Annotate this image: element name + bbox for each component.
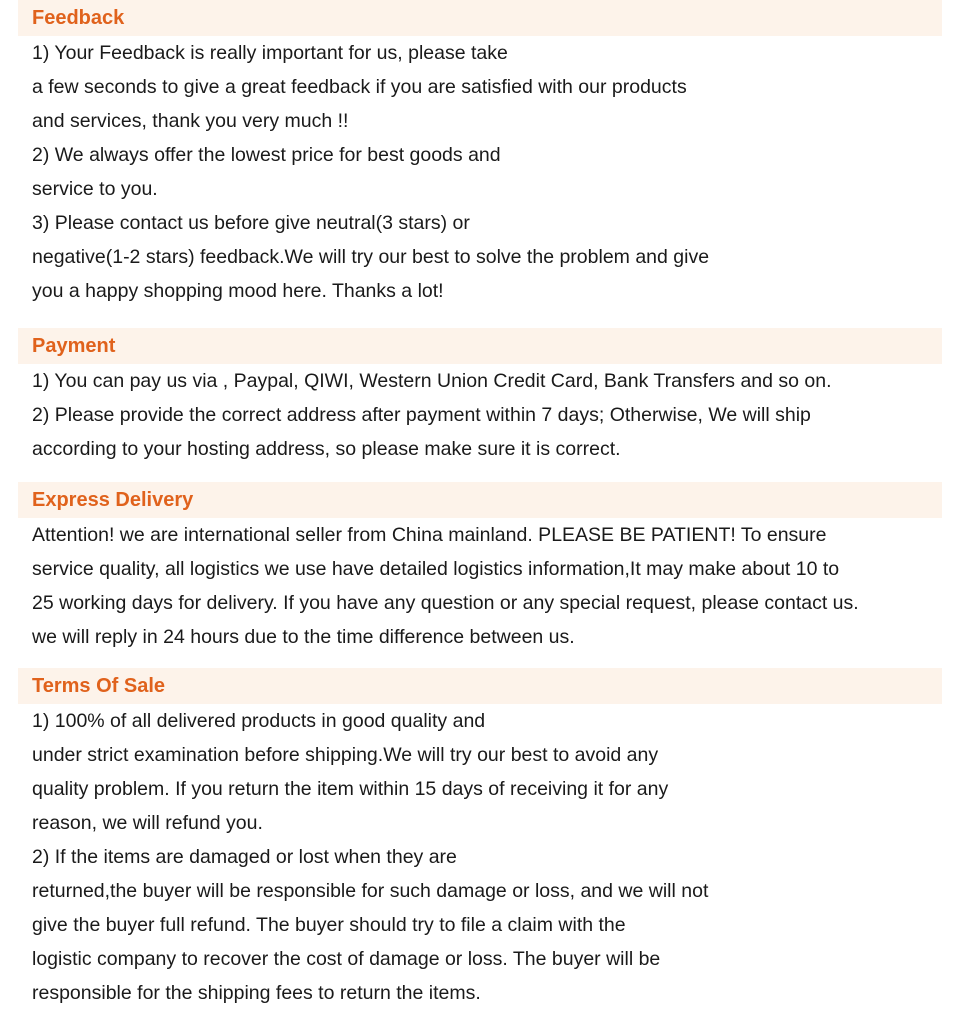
section-header	[18, 0, 942, 36]
text-line: quality problem. If you return the item within 15 days of receiving it for any	[32, 778, 669, 800]
text-line: 1) Your Feedback is really important for us, please take	[32, 42, 508, 64]
section-body	[18, 36, 942, 308]
text-line: give the buyer full refund. The buyer should try to file a claim with the	[32, 914, 626, 936]
text-line: service to you.	[32, 178, 158, 200]
section-payment	[18, 328, 942, 466]
text-line: you a happy shopping mood here. Thanks a lot!	[32, 280, 444, 302]
text-line: 2) If the items are damaged or lost when they are	[32, 846, 457, 868]
section-body	[18, 518, 942, 654]
text-line: logistic company to recover the cost of damage or loss. The buyer will be	[32, 948, 661, 970]
text-line: responsible for the shipping fees to return the items.	[32, 982, 481, 1004]
section-body	[18, 364, 942, 466]
section-header	[18, 668, 942, 704]
text-line: 1) 100% of all delivered products in good quality and	[32, 710, 486, 732]
text-line: 1) You can pay us via , Paypal, QIWI, Western Union Credit Card, Bank Transfers and so on.	[32, 370, 832, 392]
text-line: returned,the buyer will be responsible for such damage or loss, and we will not	[32, 880, 709, 902]
text-line: according to your hosting address, so please make sure it is correct.	[32, 438, 621, 460]
section-header	[18, 482, 942, 518]
section-body	[18, 704, 942, 1010]
section-title: Terms Of Sale	[32, 675, 166, 697]
section-title: Feedback	[32, 7, 125, 29]
text-line: 2) We always offer the lowest price for best goods and	[32, 144, 501, 166]
text-line: under strict examination before shipping.We will try our best to avoid any	[32, 744, 659, 766]
section-terms-of-sale	[18, 668, 942, 1010]
text-line: 25 working days for delivery. If you have any question or any special request, please contact us.	[32, 592, 859, 614]
text-line: 2) Please provide the correct address after payment within 7 days; Otherwise, We will ship	[32, 404, 811, 426]
text-line: and services, thank you very much !!	[32, 110, 349, 132]
text-line: a few seconds to give a great feedback if you are satisfied with our products	[32, 76, 687, 98]
text-line: negative(1-2 stars) feedback.We will try our best to solve the problem and give	[32, 246, 710, 268]
text-line: reason, we will refund you.	[32, 812, 263, 834]
section-title: Express Delivery	[32, 489, 194, 511]
text-line: 3) Please contact us before give neutral(3 stars) or	[32, 212, 470, 234]
section-header	[18, 328, 942, 364]
text-line: Attention! we are international seller from China mainland. PLEASE BE PATIENT! To ensure	[32, 524, 827, 546]
section-express-delivery	[18, 482, 942, 654]
text-line: service quality, all logistics we use have detailed logistics information,It may make about 10 to	[32, 558, 840, 580]
section-feedback	[18, 0, 942, 308]
text-line: we will reply in 24 hours due to the time difference between us.	[32, 626, 575, 648]
section-title: Payment	[32, 335, 116, 357]
